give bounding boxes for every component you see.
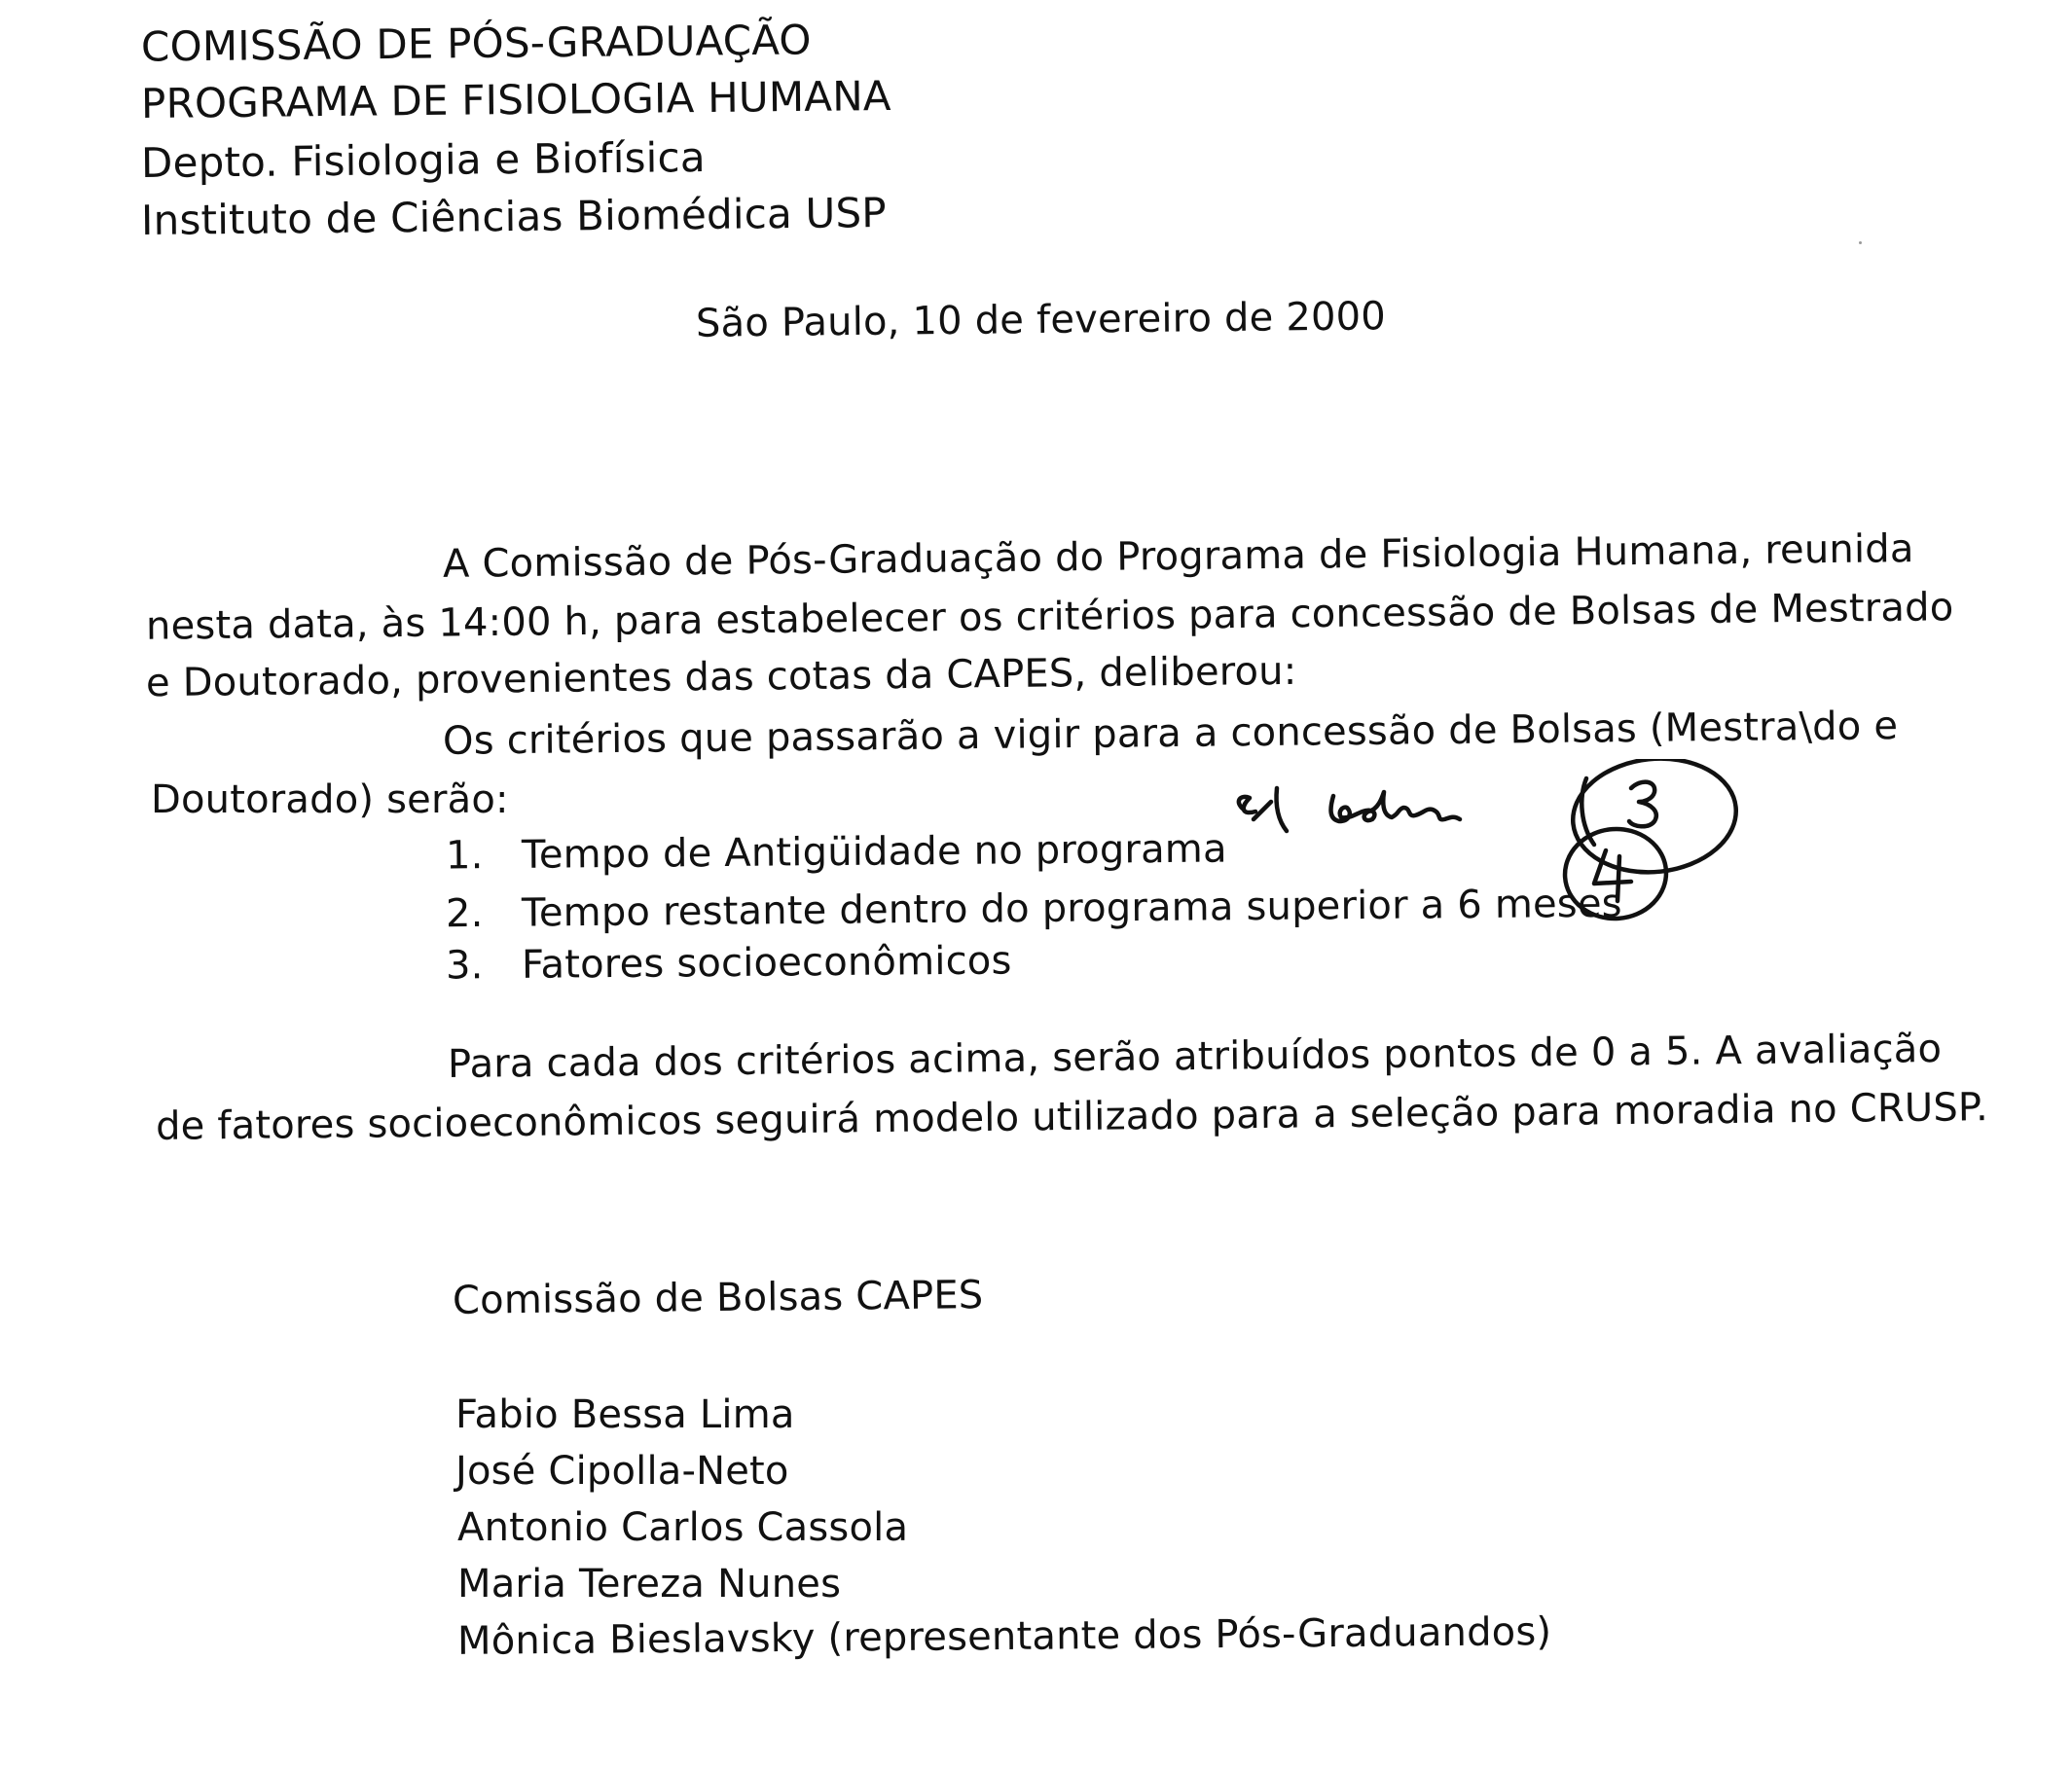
criteria-item-text: Tempo restante dentro do programa superior a 6 meses (521, 881, 1622, 936)
letterhead-line-department: Depto. Fisiologia e Biofísica (140, 132, 707, 188)
committee-member: Maria Tereza Nunes (457, 1562, 842, 1607)
criteria-intro-line-1: Os critérios que passarão a vigir para a concessão de Bolsas (Mestra\do e (442, 704, 1899, 764)
handwriting-stroke (1276, 788, 1287, 831)
letterhead-line-institute: Instituto de Ciências Biomédica USP (140, 188, 888, 245)
criteria-item-number: 2. (445, 890, 484, 937)
intro-line-1: A Comissão de Pós-Graduação do Programa de Fisiologia Humana, reunida (442, 526, 1914, 587)
committee-member: Mônica Bieslavsky (representante dos Pós-Graduandos) (456, 1609, 1552, 1664)
committee-member: Antonio Carlos Cassola (457, 1505, 909, 1550)
intro-line-3: e Doutorado, provenientes das cotas da CAPES, deliberou: (145, 648, 1297, 706)
handwriting-stroke (1254, 802, 1271, 819)
handwriting-stroke (1331, 792, 1460, 821)
scan-speck (1859, 241, 1862, 244)
criteria-intro-line-2: Doutorado) serão: (151, 777, 509, 822)
criteria-item (446, 825, 1227, 879)
criteria-item (446, 881, 1622, 938)
committee-member: José Cipolla-Neto (455, 1449, 789, 1494)
criteria-item-number: 1. (445, 833, 484, 879)
letterhead-line-program: PROGRAMA DE FISIOLOGIA HUMANA (140, 71, 891, 128)
criteria-item-number: 3. (445, 943, 484, 989)
handwriting-stroke (1239, 797, 1255, 812)
document-date: São Paulo, 10 de fevereiro de 2000 (695, 294, 1387, 346)
criteria-item (446, 937, 1012, 989)
handwriting-circle (1567, 759, 1741, 880)
handwriting-stroke (1581, 778, 1594, 845)
criteria-item-text: Fatores socioeconômicos (521, 938, 1012, 988)
scoring-line-2: de fatores socioeconômicos seguirá modelo utilizado para a seleção para moradia no CRUSP. (155, 1085, 1989, 1149)
signature-block-title: Comissão de Bolsas CAPES (452, 1273, 984, 1323)
criteria-item-text: Tempo de Antigüidade no programa (521, 826, 1227, 878)
committee-member: Fabio Bessa Lima (455, 1392, 795, 1437)
letterhead-line-committee: COMISSÃO DE PÓS-GRADUAÇÃO (140, 16, 812, 71)
handwriting-digit-3 (1629, 782, 1656, 827)
intro-line-2: nesta data, às 14:00 h, para estabelecer os critérios para concessão de Bolsas de Mestrado (145, 585, 1954, 649)
scoring-line-1: Para cada dos critérios acima, serão atribuídos pontos de 0 a 5. A avaliação (447, 1026, 1943, 1088)
